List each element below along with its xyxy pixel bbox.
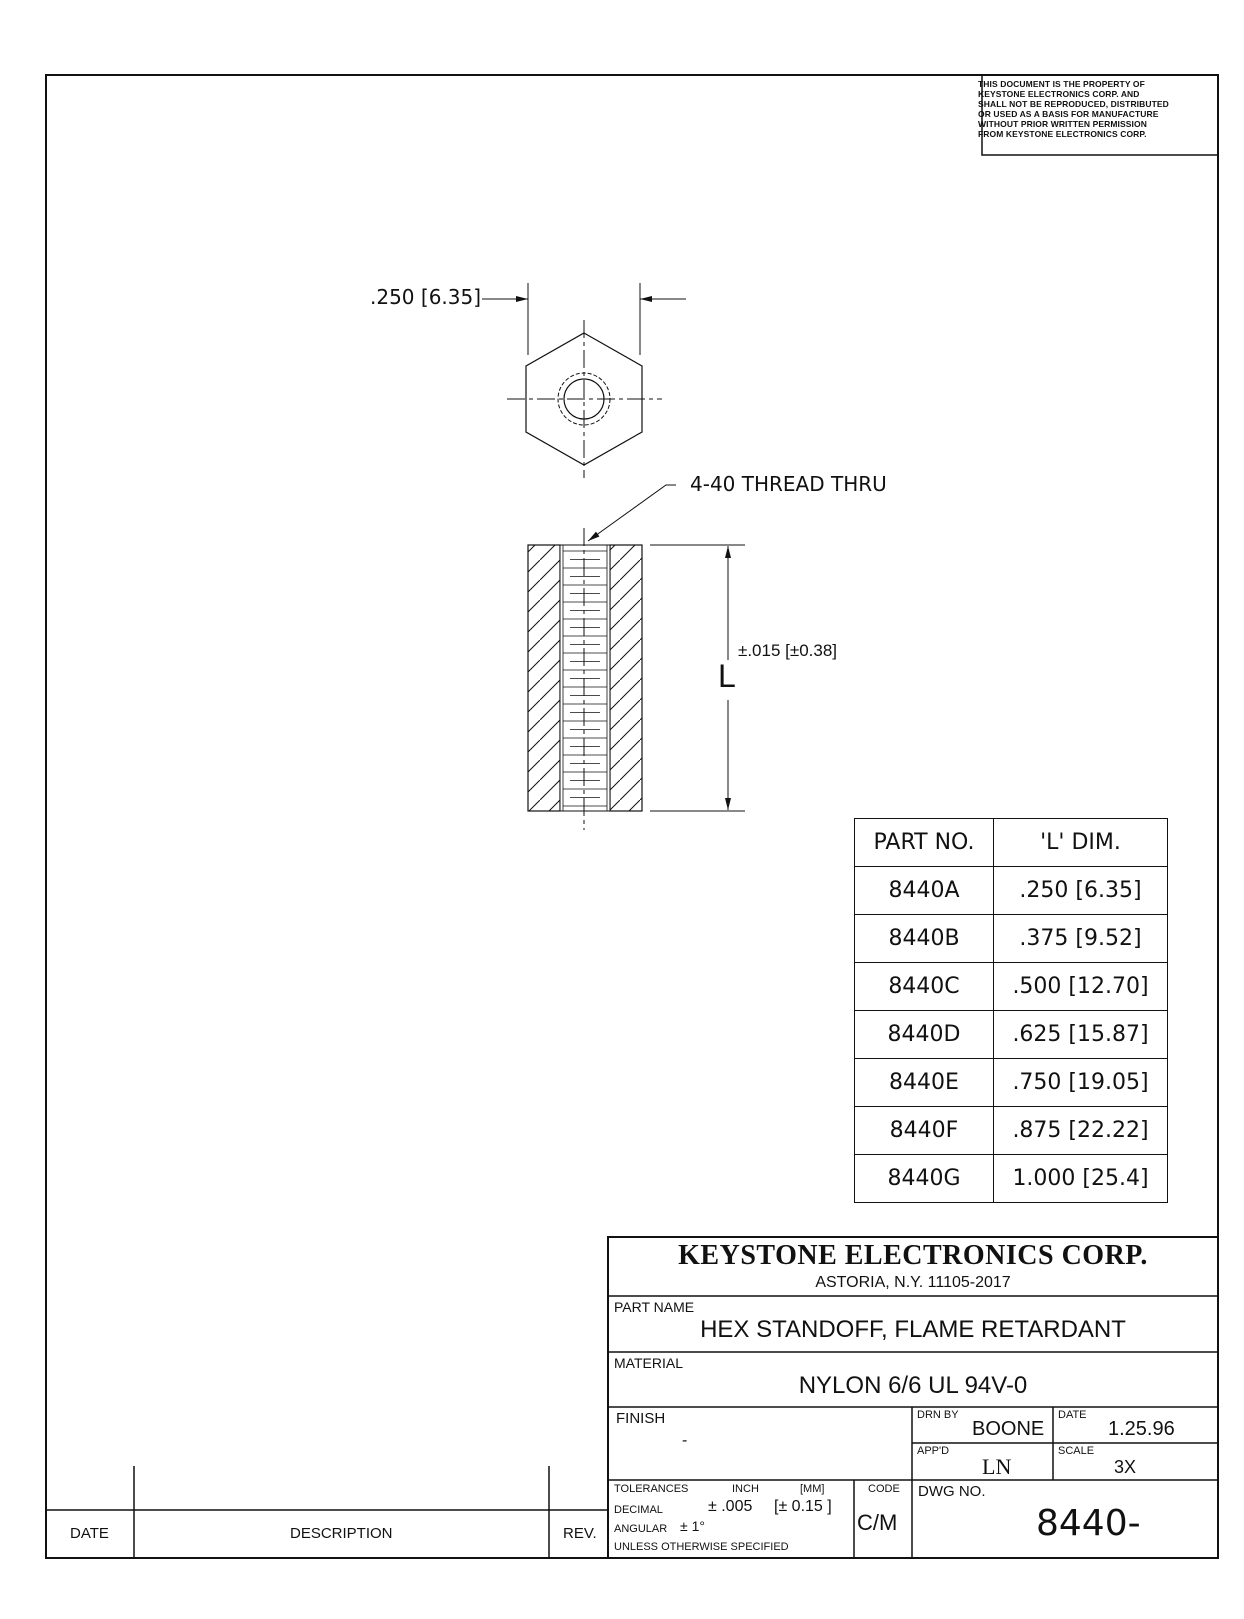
l-dimension: 1.000 [25.4] xyxy=(994,1155,1168,1203)
length-label: L xyxy=(718,658,736,694)
part-number: 8440D xyxy=(855,1011,994,1059)
code-label: CODE xyxy=(868,1483,900,1495)
date: 1.25.96 xyxy=(1108,1418,1175,1440)
header-l-dim: 'L' DIM. xyxy=(994,819,1168,867)
notice-line: THIS DOCUMENT IS THE PROPERTY OF xyxy=(978,79,1145,89)
property-notice xyxy=(978,79,1212,139)
decimal-label: DECIMAL xyxy=(614,1504,663,1516)
part-number: 8440F xyxy=(855,1107,994,1155)
table-row xyxy=(855,1107,1168,1155)
decimal-mm: [± 0.15 ] xyxy=(774,1498,832,1515)
part-number: 8440C xyxy=(855,963,994,1011)
dwg-no-label: DWG NO. xyxy=(918,1483,986,1500)
decimal-inch: ± .005 xyxy=(708,1498,753,1515)
l-dimension: .375 [9.52] xyxy=(994,915,1168,963)
mm-label: [MM] xyxy=(800,1483,825,1495)
part-name: HEX STANDOFF, FLAME RETARDANT xyxy=(700,1316,1126,1343)
l-dimension: .875 [22.22] xyxy=(994,1107,1168,1155)
l-dimension: .750 [19.05] xyxy=(994,1059,1168,1107)
thread-note: 4-40 THREAD THRU xyxy=(690,472,887,496)
drn-by: BOONE xyxy=(972,1418,1045,1440)
notice-line: KEYSTONE ELECTRONICS CORP. AND xyxy=(978,89,1140,99)
appd: LN xyxy=(982,1454,1012,1479)
l-dimension: .500 [12.70] xyxy=(994,963,1168,1011)
part-number: 8440G xyxy=(855,1155,994,1203)
l-dimension: .250 [6.35] xyxy=(994,867,1168,915)
parts-table xyxy=(854,818,1168,1203)
drawing-number: 8440- xyxy=(1036,1503,1141,1544)
finish-label: FINISH xyxy=(616,1410,666,1427)
appd-label: APP'D xyxy=(917,1445,950,1457)
table-row xyxy=(855,963,1168,1011)
company-name: KEYSTONE ELECTRONICS CORP. xyxy=(678,1240,1148,1271)
hex-top-view xyxy=(482,283,686,478)
drn-by-label: DRN BY xyxy=(917,1409,959,1421)
table-header-row xyxy=(855,819,1168,867)
table-row xyxy=(855,915,1168,963)
part-number: 8440E xyxy=(855,1059,994,1107)
code-value: C/M xyxy=(857,1510,898,1535)
table-row xyxy=(855,867,1168,915)
notice-line: SHALL NOT BE REPRODUCED, DISTRIBUTED xyxy=(978,99,1169,109)
part-number: 8440A xyxy=(855,867,994,915)
notice-line: FROM KEYSTONE ELECTRONICS CORP. xyxy=(978,129,1147,139)
material-label: MATERIAL xyxy=(614,1355,683,1371)
tolerances-label: TOLERANCES xyxy=(614,1483,689,1495)
notice-line: OR USED AS A BASIS FOR MANUFACTURE xyxy=(978,109,1159,119)
table-row xyxy=(855,1059,1168,1107)
header-part-no: PART NO. xyxy=(855,819,994,867)
part-number: 8440B xyxy=(855,915,994,963)
side-section-view xyxy=(528,485,745,830)
date-label: DATE xyxy=(1058,1409,1087,1421)
angular-value: ± 1° xyxy=(680,1518,705,1534)
scale-label: SCALE xyxy=(1058,1445,1095,1457)
revision-rev-label: REV. xyxy=(563,1525,597,1542)
inch-label: INCH xyxy=(732,1483,759,1495)
revision-block-lines xyxy=(46,1466,608,1558)
l-dimension: .625 [15.87] xyxy=(994,1011,1168,1059)
unless-note: UNLESS OTHERWISE SPECIFIED xyxy=(614,1541,789,1553)
revision-description-label: DESCRIPTION xyxy=(290,1525,393,1542)
material: NYLON 6/6 UL 94V-0 xyxy=(798,1372,1028,1399)
revision-date-label: DATE xyxy=(70,1525,109,1542)
table-row xyxy=(855,1155,1168,1203)
table-row xyxy=(855,1011,1168,1059)
finish-value: - xyxy=(682,1432,688,1449)
angular-label: ANGULAR xyxy=(614,1523,668,1535)
company-address: ASTORIA, N.Y. 11105-2017 xyxy=(815,1274,1011,1291)
notice-line: WITHOUT PRIOR WRITTEN PERMISSION xyxy=(978,119,1147,129)
scale: 3X xyxy=(1114,1457,1137,1477)
length-tolerance: ±.015 [±0.38] xyxy=(738,641,838,660)
part-name-label: PART NAME xyxy=(614,1299,695,1315)
width-dimension-label: .250 [6.35] xyxy=(370,285,482,309)
